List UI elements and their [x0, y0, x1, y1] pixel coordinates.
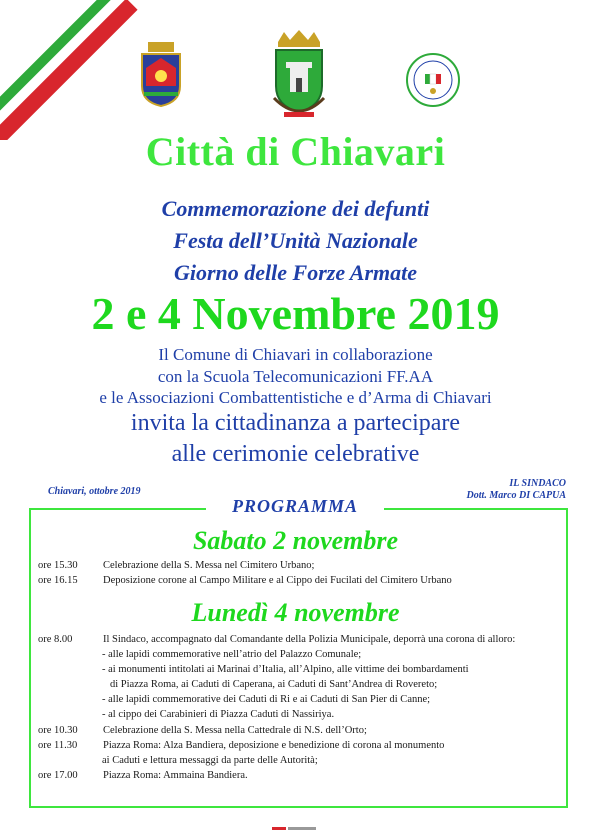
sub-item: - alle lapidi commemorative nell’atrio del Palazzo Comunale; [102, 649, 362, 660]
event-time: ore 15.30 [38, 560, 78, 571]
mayor-name: Dott. Marco DI CAPUA [466, 490, 566, 501]
sub-item: ai Caduti e lettura messaggi da parte delle Autorità; [102, 755, 318, 766]
collaboration-line-3: e le Associazioni Combattentistiche e d’Arma di Chiavari [99, 388, 492, 407]
subtitle-line-3: Giorno delle Forze Armate [173, 260, 418, 285]
collaboration-line-1: Il Comune di Chiavari in collaborazione [158, 345, 433, 364]
sub-item: - al cippo dei Carabinieri di Piazza Caduti di Nassiriya. [102, 709, 335, 720]
chiavari-coat-of-arms-icon [272, 28, 326, 125]
invitation-line-2: alle cerimonie celebrative [171, 441, 420, 467]
event-dates: 2 e 4 Novembre 2019 [91, 288, 500, 339]
event-time: ore 17.00 [38, 770, 78, 781]
mayor-title: IL SINDACO [509, 478, 566, 489]
italian-flag-ribbon [0, 0, 140, 140]
place-date: Chiavari, ottobre 2019 [48, 486, 141, 497]
event-time: ore 10.30 [38, 725, 78, 736]
event-description: Piazza Roma: Ammaina Bandiera. [103, 770, 248, 781]
footer-logo-icon [272, 818, 316, 823]
event-description: Piazza Roma: Alza Bandiera, deposizione e benedizione di corona al monumento [103, 740, 445, 751]
event-description: Il Sindaco, accompagnato dal Comandante della Polizia Municipale, deporrà una corona di alloro: [103, 634, 516, 645]
invitation-line-1: invita la cittadinanza a partecipare [130, 410, 461, 436]
event-time: ore 8.00 [38, 634, 73, 645]
collaboration-line-2: con la Scuola Telecomunicazioni FF.AA [157, 367, 434, 386]
military-school-crest-icon [140, 42, 182, 113]
event-description: Celebrazione della S. Messa nel Cimitero Urbano; [103, 560, 315, 571]
event-description: Deposizione corone al Campo Militare e al Cippo dei Fucilati del Cimitero Urbano [103, 575, 452, 586]
sub-item: - alle lapidi commemorative dei Caduti di Ri e ai Caduti di San Pier di Canne; [102, 694, 431, 705]
event-time: ore 11.30 [38, 740, 78, 751]
event-description: Celebrazione della S. Messa nella Cattedrale di N.S. dell’Orto; [103, 725, 367, 736]
subtitle-line-2: Festa dell’Unità Nazionale [173, 228, 418, 253]
sub-item: di Piazza Roma, ai Caduti di Caperana, ai Caduti di Sant’Andrea di Rovereto; [110, 679, 438, 690]
city-title: Città di Chiavari [145, 129, 446, 174]
event-time: ore 16.15 [38, 575, 78, 586]
combatants-committee-seal-icon [405, 52, 461, 113]
program-heading: PROGRAMMA [206, 496, 384, 517]
day1-title: Sabato 2 novembre [192, 526, 399, 555]
subtitle-line-1: Commemorazione dei defunti [161, 196, 430, 221]
day2-title: Lunedì 4 novembre [191, 598, 400, 627]
sub-item: - ai monumenti intitolati ai Marinai d’Italia, all’Alpino, alle vittime dei bombardamenti [102, 664, 469, 675]
